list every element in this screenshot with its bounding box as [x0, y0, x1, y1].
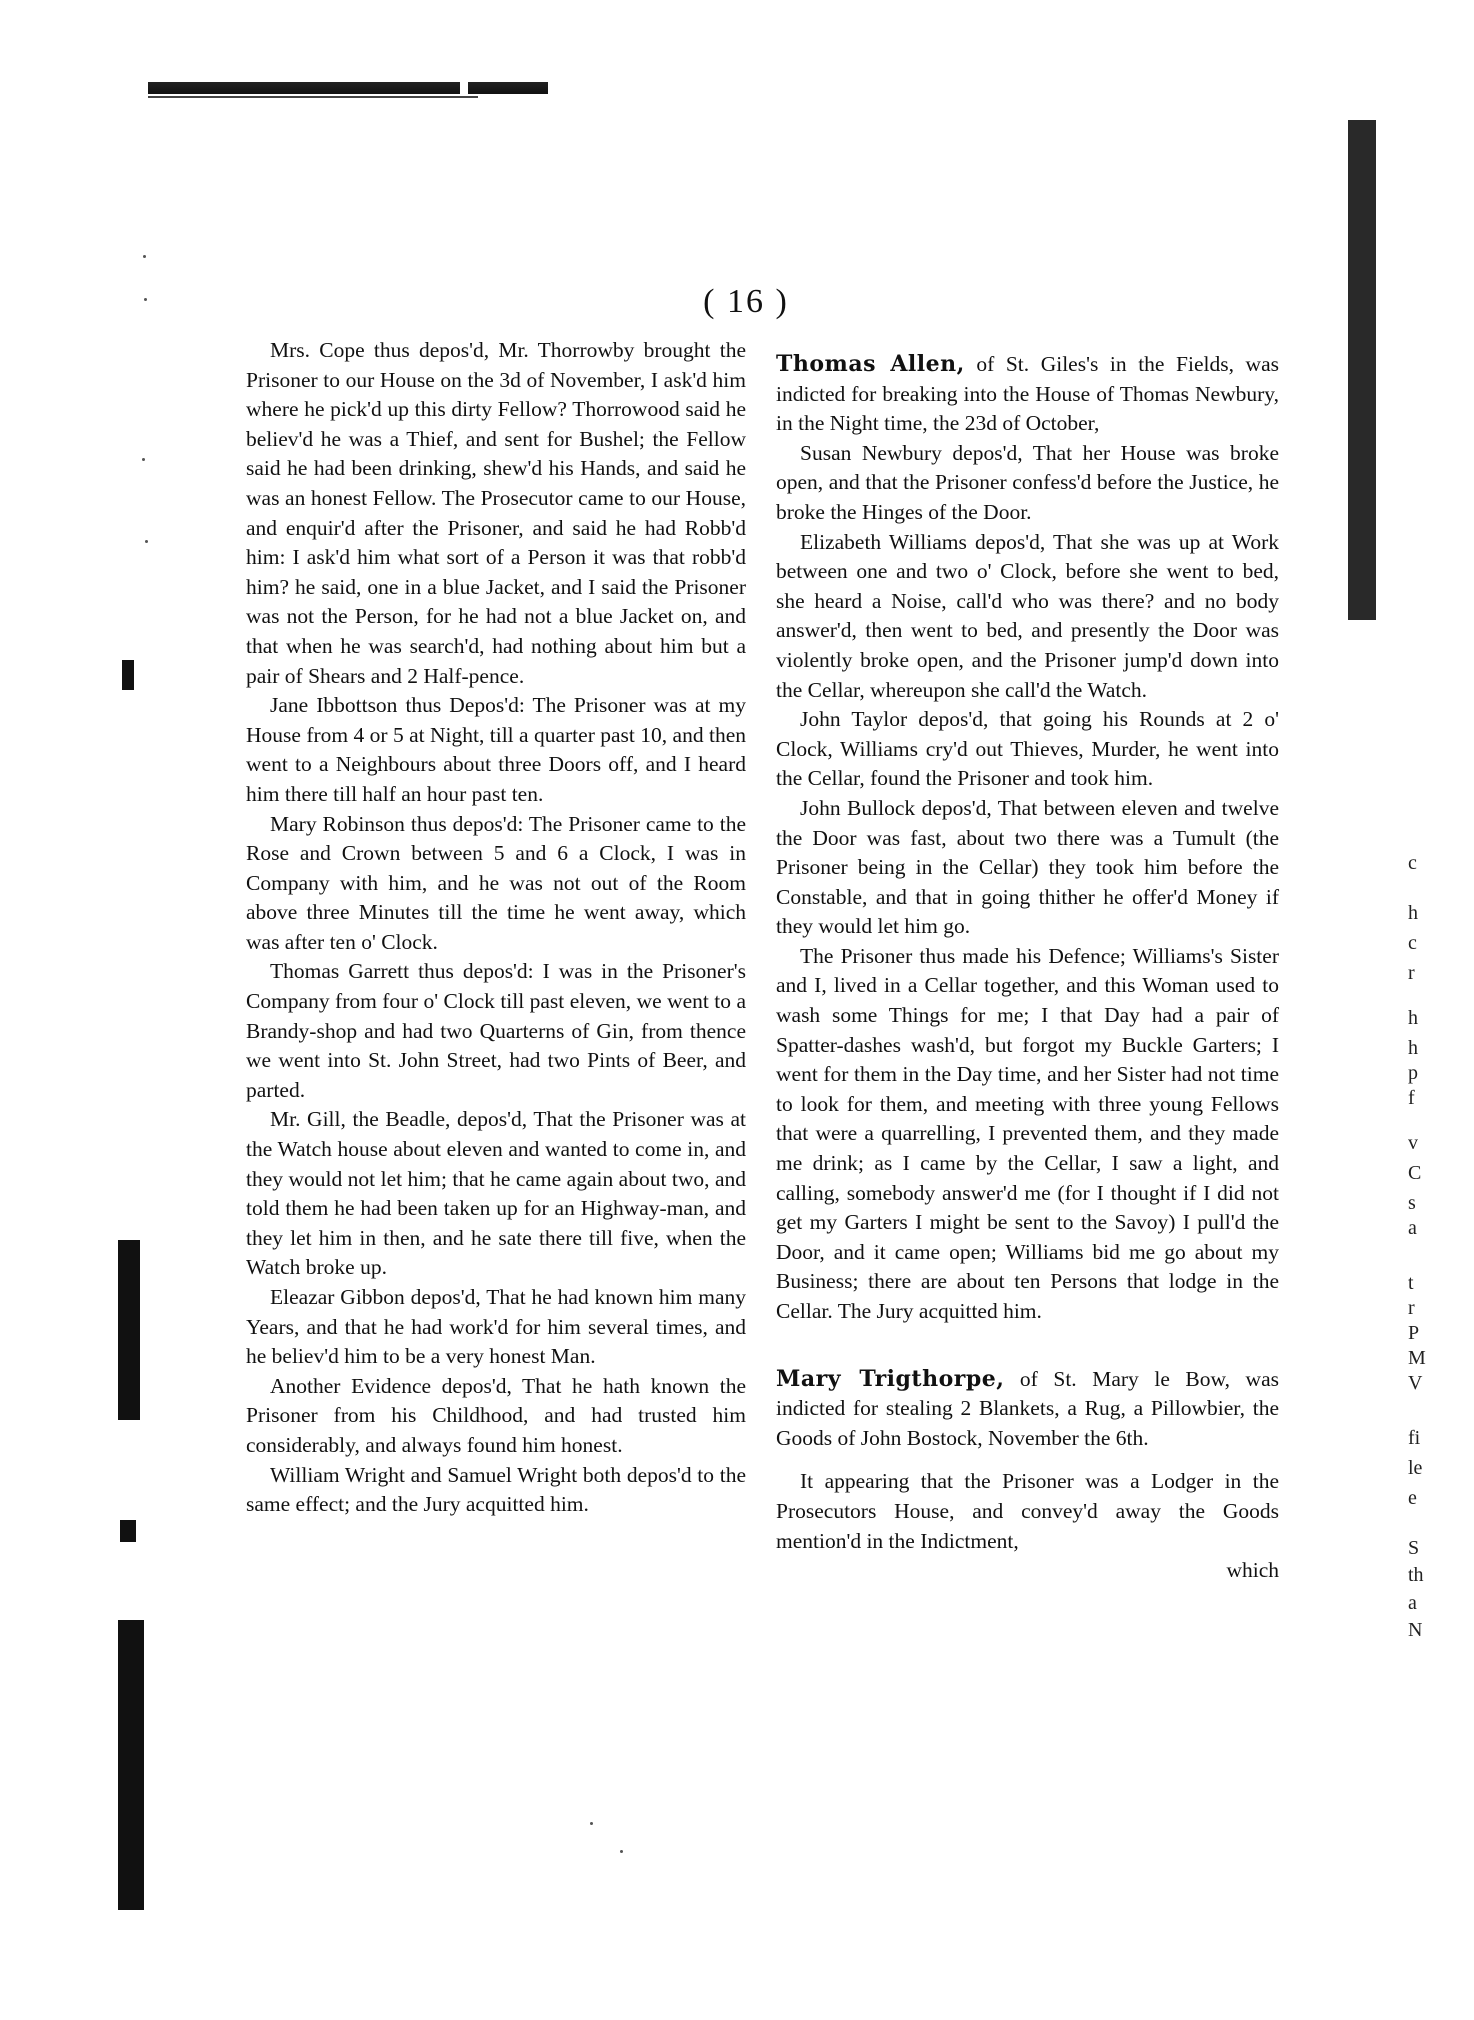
- right-edge-fragment: r: [1408, 962, 1415, 984]
- right-page-shadow: [1336, 120, 1376, 620]
- right-paragraph: John Bullock depos'd, That between eleven and twelve the Door was fast, about two there was a Tumult (the Prisoner being in the Cellar) they took him before the Constable, and that in going thither he offer'd Money if they would let him go.: [776, 795, 1279, 939]
- trial-entry-heading: [776, 350, 1279, 439]
- right-edge-fragment: C: [1408, 1162, 1422, 1184]
- top-border-rule: [148, 82, 548, 94]
- left-binding-edge: [118, 620, 146, 2020]
- right-edge-fragment: a: [1408, 1592, 1417, 1614]
- left-paragraph: Thomas Garrett thus depos'd: I was in the Prisoner's Company from four o' Clock till past eleven, we went to a Brandy-shop and had two Quarterns of Gin, from thence we went into St. John Street, had two Pints of Beer, and parted.: [246, 959, 746, 1102]
- right-edge-fragment: s: [1408, 1192, 1416, 1214]
- right-paragraph: Elizabeth Williams depos'd, That she was up at Work between one and two o' Clock, before she went to bed, she heard a Noise, call'd who was there? and no body answer'd, then went to bed, and presently the Door was violently broke open, and the Prisoner jump'd down into the Cellar, whereupon she call'd the Watch.: [776, 529, 1279, 702]
- right-paragraph: The Prisoner thus made his Defence; Williams's Sister and I, lived in a Cellar together, and this Woman used to wash some Things for me; I that Day had a pair of Spatter-dashes wash'd, but forgot my Buckle Garters; I went for them in the Day time, and her Sister had not time to look for them, and meeting with three young Fellows that were a quarrelling, I prevented them, and they made me drink; as I came by the Cellar, I saw a light, and calling, somebody answer'd me (for I thought if I did not get my Garters I might be sent to the Savoy) I pull'd the Door, and it came open; Williams bid me go about my Business; there are about ten Persons that lodge in the Cellar. The Jury acquitted him.: [776, 943, 1279, 1323]
- page-number: ( 16 ): [703, 283, 789, 320]
- left-paragraph: William Wright and Samuel Wright both depos'd to the same effect; and the Jury acquitted him.: [246, 1462, 746, 1517]
- right-edge-fragment: le: [1408, 1457, 1423, 1479]
- right-edge-fragment: M: [1408, 1347, 1426, 1369]
- scan-speck: [590, 1822, 593, 1825]
- left-paragraph: Mrs. Cope thus depos'd, Mr. Thorrowby brought the Prisoner to our House on the 3d of November, I ask'd him where he pick'd up this dirty Fellow? Thorrowood said he believ'd he was a Thief, and sent for Bushel; the Fellow said he had been drinking, shew'd his Hands, and said he was an honest Fellow. The Prosecutor came to our House, and enquir'd after the Prisoner, and said he had Robb'd him: I ask'd him what sort of a Person it was that robb'd him? he said, one in a blue Jacket, and I said the Prisoner was not the Person, for he had not a blue Jacket on, and that when he was search'd, had nothing about him but a pair of Shears and 2 Half-pence.: [246, 338, 746, 688]
- left-paragraph: Eleazar Gibbon depos'd, That he had known him many Years, and that he had work'd for him several times, and he believ'd him to be a very honest Man.: [246, 1285, 746, 1369]
- scan-speck: [620, 1850, 623, 1853]
- left-paragraph: Jane Ibbottson thus Depos'd: The Prisoner was at my House from 4 or 5 at Night, till a quarter past 10, and then went to a Neighbours about three Doors off, and I heard him there till half an hour past ten.: [246, 693, 746, 806]
- right-edge-fragment: t: [1408, 1272, 1414, 1294]
- right-edge-fragment: e: [1408, 1487, 1417, 1509]
- right-edge-fragment: N: [1408, 1619, 1423, 1641]
- right-edge-fragment: S: [1408, 1537, 1420, 1559]
- right-edge-fragment: th: [1408, 1564, 1424, 1586]
- right-edge-fragment: V: [1408, 1372, 1423, 1394]
- right-paragraph: It appearing that the Prisoner was a Lodger in the Prosecutors House, and convey'd away the Goods mention'd in the Indictment,: [776, 1469, 1279, 1553]
- right-edge-fragment: fi: [1408, 1427, 1421, 1449]
- right-edge-fragment: h: [1408, 902, 1418, 924]
- left-paragraph: Another Evidence depos'd, That he hath known the Prisoner from his Childhood, and had trusted him considerably, and always found him honest.: [246, 1373, 746, 1457]
- right-paragraph: Susan Newbury depos'd, That her House was broke open, and that the Prisoner confess'd before the Justice, he broke the Hinges of the Door.: [776, 440, 1279, 524]
- right-column: [776, 350, 1279, 1586]
- scan-speck: [145, 540, 148, 543]
- left-column: [246, 336, 746, 1520]
- right-edge-fragment: f: [1408, 1087, 1415, 1109]
- trial-entry-heading: [776, 1365, 1279, 1454]
- catchword: which: [1226, 1558, 1279, 1583]
- scan-speck: [144, 298, 147, 301]
- right-edge-fragment: r: [1408, 1297, 1415, 1319]
- right-edge-fragment: p: [1408, 1062, 1418, 1084]
- defendant-name: Mary Trigthorpe,: [776, 1365, 1005, 1392]
- left-paragraph: Mr. Gill, the Beadle, depos'd, That the Prisoner was at the Watch house about eleven and wanted to come in, and they would not let him; that he came again about two, and told them he had been taken up for an Highway-man, and they let him in then, and he sate there till five, when the Watch broke up.: [246, 1107, 746, 1280]
- right-edge-fragment: h: [1408, 1037, 1418, 1059]
- right-paragraph: John Taylor depos'd, that going his Rounds at 2 o' Clock, Williams cry'd out Thieves, Murder, he went into the Cellar, found the Prisoner and took him.: [776, 707, 1279, 791]
- right-edge-fragment: P: [1408, 1322, 1420, 1344]
- indictment-text: of St. Mary le Bow, was indicted for stealing 2 Blankets, a Rug, a Pillowbier, the Goods of John Bostock, November the 6th.: [776, 1366, 1279, 1450]
- defendant-name: Thomas Allen,: [776, 351, 965, 377]
- indictment-text: of St. Giles's in the Fields, was indicted for breaking into the House of Thomas Newbury, in the Night time, the 23d of October,: [776, 352, 1279, 436]
- right-edge-fragment: v: [1408, 1132, 1418, 1154]
- top-border-thin-rule: [148, 96, 478, 98]
- right-edge-fragment: h: [1408, 1007, 1418, 1029]
- right-edge-fragment: a: [1408, 1217, 1417, 1239]
- right-edge-fragment: c: [1408, 852, 1417, 874]
- scan-speck: [142, 458, 145, 461]
- right-edge-fragment: c: [1408, 932, 1417, 954]
- scan-speck: [143, 255, 146, 258]
- left-paragraph: Mary Robinson thus depos'd: The Prisoner came to the Rose and Crown between 5 and 6 a Clock, I was in Company with him, and he was not out of the Room above three Minutes till the time he went away, which was after ten o' Clock.: [246, 811, 746, 954]
